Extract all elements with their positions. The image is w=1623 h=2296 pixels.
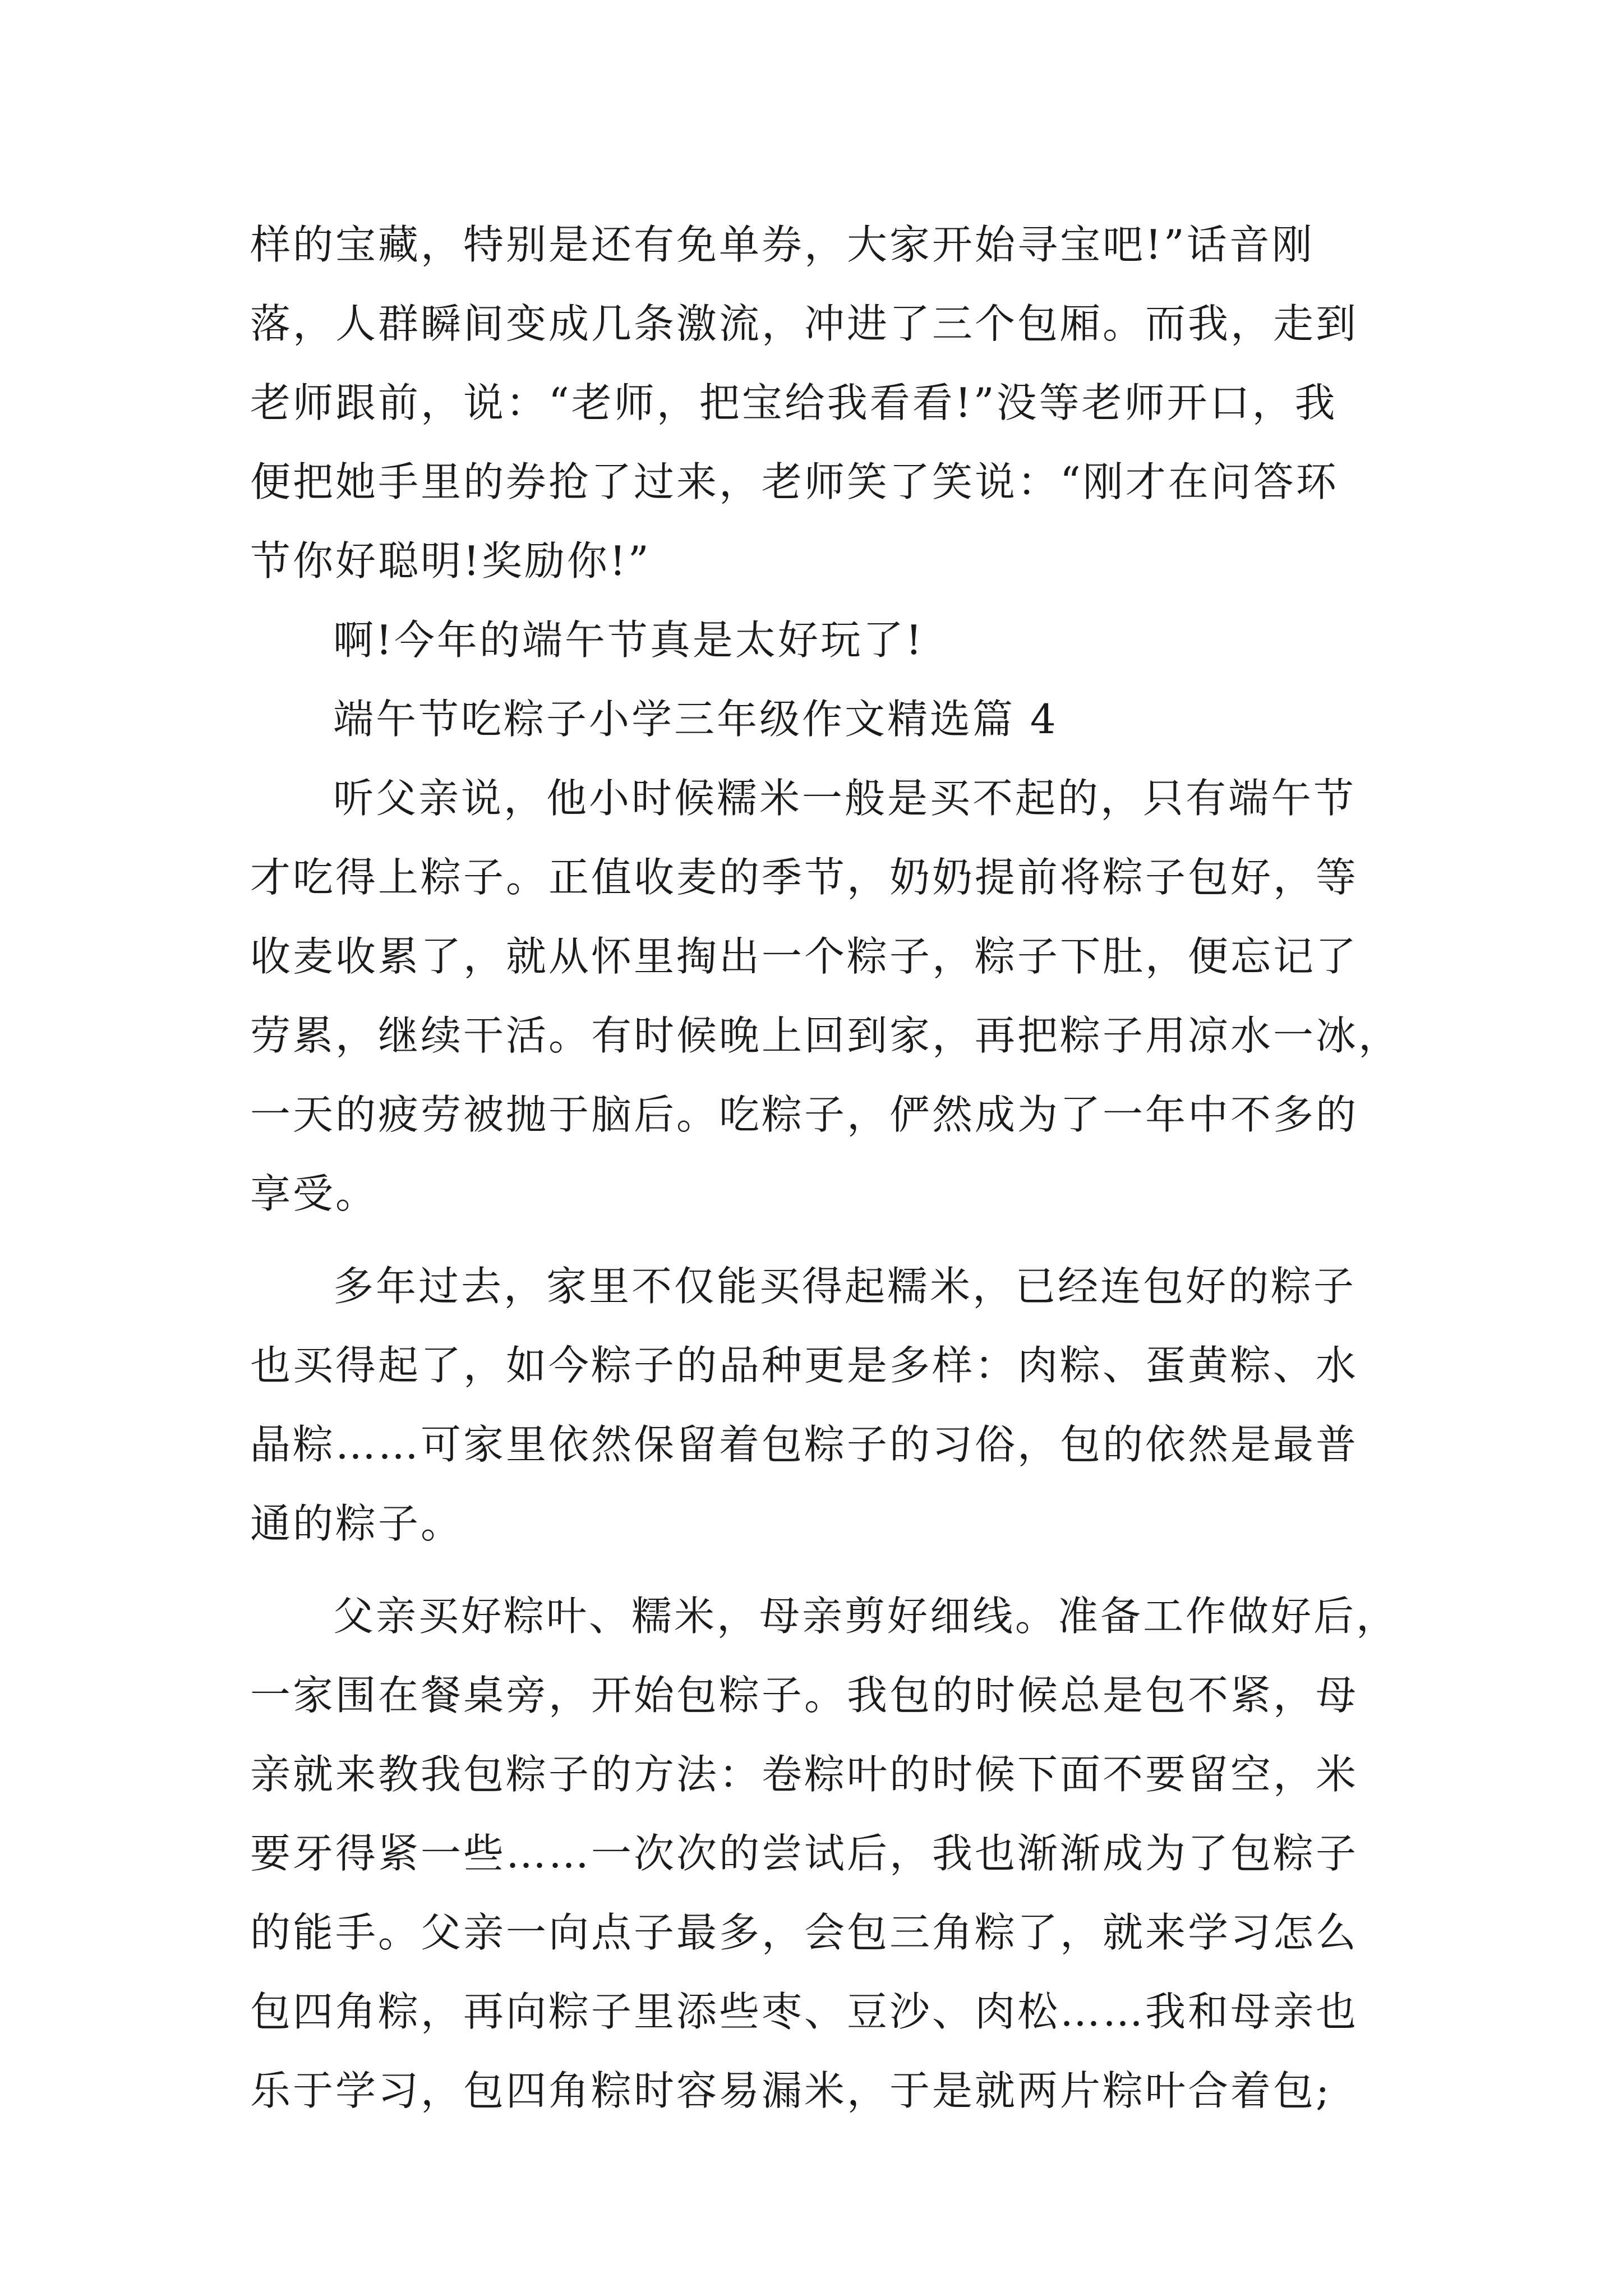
text-line: 一天的疲劳被抛于脑后。吃粽子，俨然成为了一年中不多的 [250,1091,1359,1138]
text-line: 多年过去，家里不仅能买得起糯米，已经连包好的粽子 [333,1263,1357,1310]
text-line: 样的宝藏，特别是还有免单券，大家开始寻宝吧!”话音刚 [250,221,1315,268]
text-line: 享受。 [250,1170,379,1217]
section-heading: 端午节吃粽子小学三年级作文精选篇 4 [333,696,1058,743]
text-line: 啊!今年的端午节真是太好玩了! [333,616,924,664]
body-text [250,205,1400,2131]
text-line: 才吃得上粽子。正值收麦的季节，奶奶提前将粽子包好，等 [250,854,1359,901]
text-line: 包四角粽，再向粽子里添些枣、豆沙、肉松……我和母亲也 [250,1988,1359,2035]
text-line: 节你好聪明!奖励你!” [250,537,651,585]
text-line: 一家围在餐桌旁，开始包粽子。我包的时候总是包不紧，母 [250,1672,1359,1719]
text-line: 便把她手里的券抢了过来，老师笑了笑说：“刚才在问答环 [250,458,1339,505]
text-line: 通的粽子。 [250,1500,464,1547]
text-line: 父亲买好粽叶、糯米，母亲剪好细线。准备工作做好后， [333,1593,1399,1640]
text-line: 落，人群瞬间变成几条激流，冲进了三个包厢。而我，走到 [250,300,1359,347]
text-line: 收麦收累了，就从怀里掏出一个粽子，粽子下肚，便忘记了 [250,933,1359,980]
text-line: 劳累，继续干活。有时候晚上回到家，再把粽子用凉水一冰， [250,1012,1401,1059]
text-line: 也买得起了，如今粽子的品种更是多样：肉粽、蛋黄粽、水 [250,1342,1359,1389]
text-line: 听父亲说，他小时候糯米一般是买不起的，只有端午节 [333,775,1357,822]
text-line: 乐于学习，包四角粽时容易漏米，于是就两片粽叶合着包; [250,2067,1332,2114]
text-line: 的能手。父亲一向点子最多，会包三角粽了，就来学习怎么 [250,1909,1359,1956]
text-line: 晶粽……可家里依然保留着包粽子的习俗，包的依然是最普 [250,1421,1359,1468]
text-line: 亲就来教我包粽子的方法：卷粽叶的时候下面不要留空，米 [250,1751,1359,1798]
text-line: 老师跟前，说：“老师，把宝给我看看!”没等老师开口，我 [250,379,1338,426]
text-line: 要牙得紧一些……一次次的尝试后，我也渐渐成为了包粽子 [250,1830,1359,1877]
